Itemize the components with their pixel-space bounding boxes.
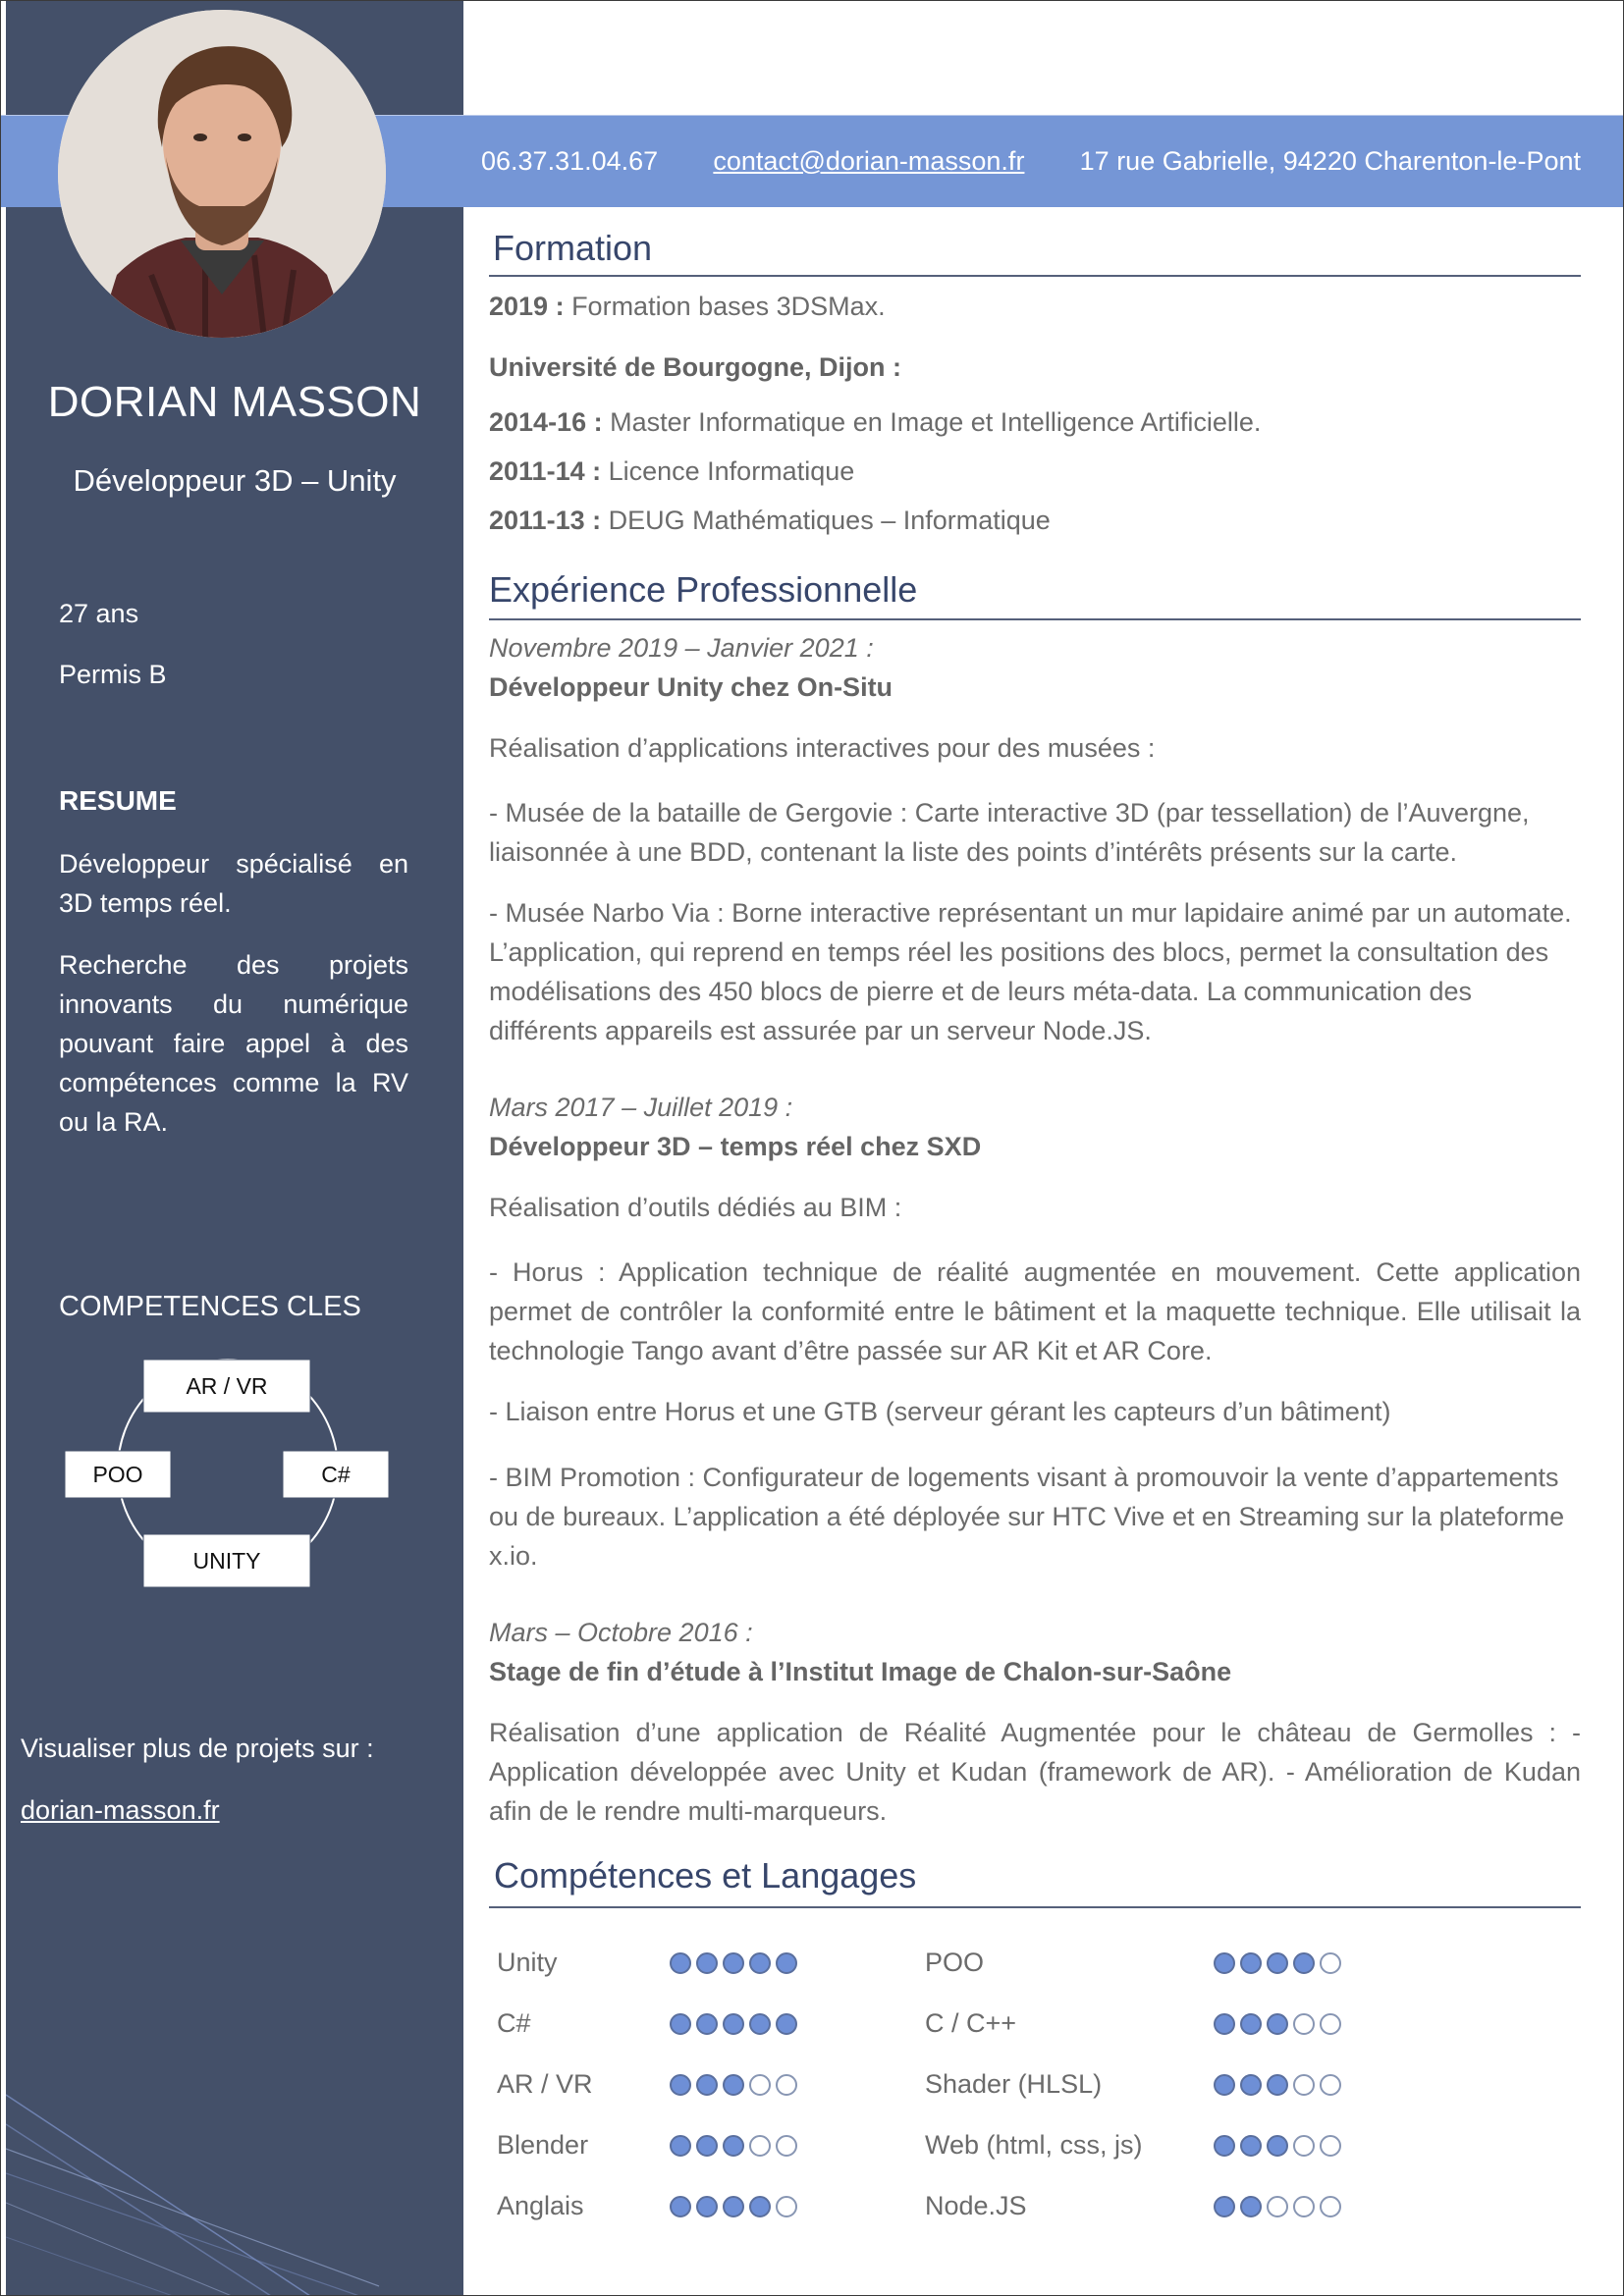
job-heading: Développeur 3D – temps réel chez SXD: [489, 1132, 982, 1161]
rating-dot-empty: [1320, 2074, 1341, 2096]
rating-dot-filled: [723, 2135, 744, 2157]
job-title: Développeur 3D – Unity: [73, 463, 397, 498]
key-skills-heading: COMPETENCES CLES: [59, 1291, 361, 1322]
job-date: Novembre 2019 – Janvier 2021 :: [489, 633, 874, 663]
job-heading: Développeur Unity chez On-Situ: [489, 672, 893, 702]
skill-rating: [1214, 2135, 1341, 2157]
formation-line: [489, 456, 854, 487]
rating-dot-empty: [1267, 2196, 1288, 2217]
formation-line: [489, 506, 1051, 536]
skill-box-top: [143, 1360, 310, 1413]
skill-name: Unity: [497, 1948, 558, 1977]
job-intro: Réalisation d’outils dédiés au BIM :: [489, 1193, 902, 1222]
contact-items: [481, 116, 1581, 207]
job-paragraph: - Musée de la bataille de Gergovie : Carte interactive 3D (par tessellation) de l’Auvergne, liaisonnée à une BDD, contenant la liste des points d’intérêts présents sur la carte.: [489, 798, 1530, 867]
rating-dot-filled: [1240, 2013, 1262, 2035]
section-divider: [489, 618, 1581, 620]
rating-dot-filled: [696, 1952, 718, 1974]
rating-dot-filled: [1267, 2074, 1288, 2096]
rating-dot-empty: [1293, 2196, 1315, 2217]
skills-heading: Compétences et Langages: [494, 1855, 917, 1896]
rating-dot-filled: [1267, 2135, 1288, 2157]
skill-box-left: [65, 1451, 171, 1498]
skill-box-label: POO: [92, 1462, 143, 1487]
formation-text: Master Informatique en Image et Intelligence Artificielle.: [602, 407, 1262, 437]
skill-box-bottom: [143, 1534, 310, 1587]
experience-heading: Expérience Professionnelle: [489, 569, 918, 610]
rating-dot-filled: [696, 2135, 718, 2157]
skill-name: Node.JS: [925, 2191, 1027, 2220]
skill-name: C#: [497, 2008, 531, 2038]
profile-photo: [58, 10, 386, 338]
rating-dot-empty: [1320, 2135, 1341, 2157]
skill-rating: [1214, 1952, 1341, 1974]
job-paragraph: - Musée Narbo Via : Borne interactive représentant un mur lapidaire animé par un automate. L’application, qui reprend en temps réel les positions des blocs, permet la consultation des modélisations des 450 blocs de pierre et de leurs méta-data. La communication des différents appareils est assurée par un serveur Node.JS.: [489, 898, 1572, 1045]
rating-dot-filled: [670, 2135, 691, 2157]
rating-dot-filled: [723, 2196, 744, 2217]
formation-heading: Formation: [493, 228, 653, 268]
formation-text: Licence Informatique: [601, 456, 855, 486]
rating-dot-filled: [1214, 1952, 1235, 1974]
rating-dot-filled: [723, 2074, 744, 2096]
job-heading: Stage de fin d’étude à l’Institut Image de Chalon-sur-Saône: [489, 1657, 1232, 1686]
skill-rating: [670, 2074, 797, 2096]
rating-dot-filled: [723, 1952, 744, 1974]
rating-dot-filled: [670, 2074, 691, 2096]
rating-dot-filled: [696, 2196, 718, 2217]
skill-rating: [670, 2135, 797, 2157]
rating-dot-filled: [776, 1952, 797, 1974]
rating-dot-filled: [1240, 2135, 1262, 2157]
rating-dot-filled: [1240, 1952, 1262, 1974]
more-projects-text: Visualiser plus de projets sur :: [21, 1734, 374, 1763]
skill-rating: [670, 2013, 797, 2035]
rating-dot-filled: [1240, 2074, 1262, 2096]
rating-dot-empty: [776, 2196, 797, 2217]
rating-dot-filled: [1214, 2135, 1235, 2157]
skill-name: Web (html, css, js): [925, 2130, 1143, 2160]
rating-dot-empty: [749, 2074, 771, 2096]
sidebar: [6, 0, 463, 2296]
formation-text: DEUG Mathématiques – Informatique: [601, 506, 1051, 535]
skill-rating: [1214, 2074, 1341, 2096]
formation-year: 2014-16 :: [489, 407, 603, 437]
rating-dot-filled: [1240, 2196, 1262, 2217]
person-name: DORIAN MASSON: [47, 378, 422, 426]
rating-dot-empty: [1320, 1952, 1341, 1974]
rating-dot-filled: [1214, 2196, 1235, 2217]
rating-dot-filled: [776, 2013, 797, 2035]
skill-rating: [670, 2196, 797, 2217]
rating-dot-empty: [776, 2074, 797, 2096]
skill-box-label: AR / VR: [186, 1373, 268, 1399]
avatar: [58, 10, 386, 338]
skill-name: C / C++: [925, 2008, 1017, 2038]
skill-rating: [1214, 2196, 1341, 2217]
rating-dot-filled: [749, 1952, 771, 1974]
rating-dot-filled: [670, 2196, 691, 2217]
skill-name: POO: [925, 1948, 985, 1977]
formation-line: [489, 292, 886, 322]
skill-rating: [1214, 2013, 1341, 2035]
age: 27 ans: [59, 599, 139, 628]
decorative-lines: [6, 2002, 463, 2296]
skill-box-right: [283, 1451, 389, 1498]
rating-dot-empty: [1320, 2196, 1341, 2217]
resume-paragraph: Recherche des projets innovants du numérique pouvant faire appel à des compétences comme la RV ou la RA.: [59, 950, 408, 1137]
rating-dot-empty: [1293, 2013, 1315, 2035]
section-divider: [489, 1906, 1581, 1908]
section-divider: [489, 275, 1581, 277]
job-intro: Réalisation d’applications interactives pour des musées :: [489, 733, 1156, 763]
rating-dot-filled: [1293, 1952, 1315, 1974]
skill-name: Shader (HLSL): [925, 2069, 1103, 2099]
job-date: Mars 2017 – Juillet 2019 :: [489, 1093, 793, 1122]
formation-year: 2011-13 :: [489, 506, 602, 535]
job-date: Mars – Octobre 2016 :: [489, 1618, 753, 1647]
rating-dot-filled: [696, 2074, 718, 2096]
rating-dot-filled: [749, 2196, 771, 2217]
email-link[interactable]: contact@dorian-masson.fr: [713, 146, 1025, 176]
rating-dot-filled: [1214, 2013, 1235, 2035]
website-link[interactable]: dorian-masson.fr: [21, 1795, 220, 1825]
skill-rating: [670, 1952, 797, 1974]
key-skills-diagram: [59, 1350, 403, 1595]
skill-name: AR / VR: [497, 2069, 593, 2099]
skill-box-label: UNITY: [192, 1548, 261, 1574]
rating-dot-empty: [776, 2135, 797, 2157]
rating-dot-empty: [1320, 2013, 1341, 2035]
formation-text: Formation bases 3DSMax.: [564, 292, 886, 321]
rating-dot-empty: [1293, 2074, 1315, 2096]
formation-line: [489, 407, 1261, 438]
rating-dot-empty: [749, 2135, 771, 2157]
rating-dot-filled: [1267, 2013, 1288, 2035]
rating-dot-filled: [723, 2013, 744, 2035]
skill-name: Anglais: [497, 2191, 584, 2220]
driving-licence: Permis B: [59, 660, 167, 689]
job-paragraph: - BIM Promotion : Configurateur de logements visant à promouvoir la vente d’appartements ou de bureaux. L’application a été déployée sur HTC Vive et en Streaming sur la plateforme x.io.: [489, 1463, 1565, 1571]
rating-dot-filled: [749, 2013, 771, 2035]
resume-paragraph: Développeur spécialisé en 3D temps réel.: [59, 849, 408, 918]
formation-line: [489, 352, 901, 383]
skill-name: Blender: [497, 2130, 589, 2160]
resume-heading: RESUME: [59, 785, 177, 816]
address: 17 rue Gabrielle, 94220 Charenton-le-Pont: [1079, 146, 1581, 176]
rating-dot-filled: [670, 1952, 691, 1974]
rating-dot-filled: [1214, 2074, 1235, 2096]
formation-year: 2011-14 :: [489, 456, 602, 486]
job-paragraph: - Horus : Application technique de réalité augmentée en mouvement. Cette application permet de contrôler la conformité entre le bâtiment et la maquette technique. Elle utilisait la technologie Tango avant d’être passée sur AR Kit et AR Core.: [489, 1257, 1581, 1365]
university: Université de Bourgogne, Dijon :: [489, 352, 902, 382]
rating-dot-filled: [670, 2013, 691, 2035]
rating-dot-filled: [696, 2013, 718, 2035]
job-paragraph: - Liaison entre Horus et une GTB (serveur gérant les capteurs d’un bâtiment): [489, 1397, 1391, 1426]
job-paragraph: Réalisation d’une application de Réalité Augmentée pour le château de Germolles : - Application développée avec Unity et Kudan (framework de AR). - Amélioration de Kudan afin de le rendre multi-marqueurs.: [489, 1718, 1581, 1826]
skill-box-label: C#: [321, 1462, 351, 1487]
phone-number: 06.37.31.04.67: [481, 146, 659, 176]
formation-year: 2019 :: [489, 292, 565, 321]
rating-dot-empty: [1293, 2135, 1315, 2157]
rating-dot-filled: [1267, 1952, 1288, 1974]
